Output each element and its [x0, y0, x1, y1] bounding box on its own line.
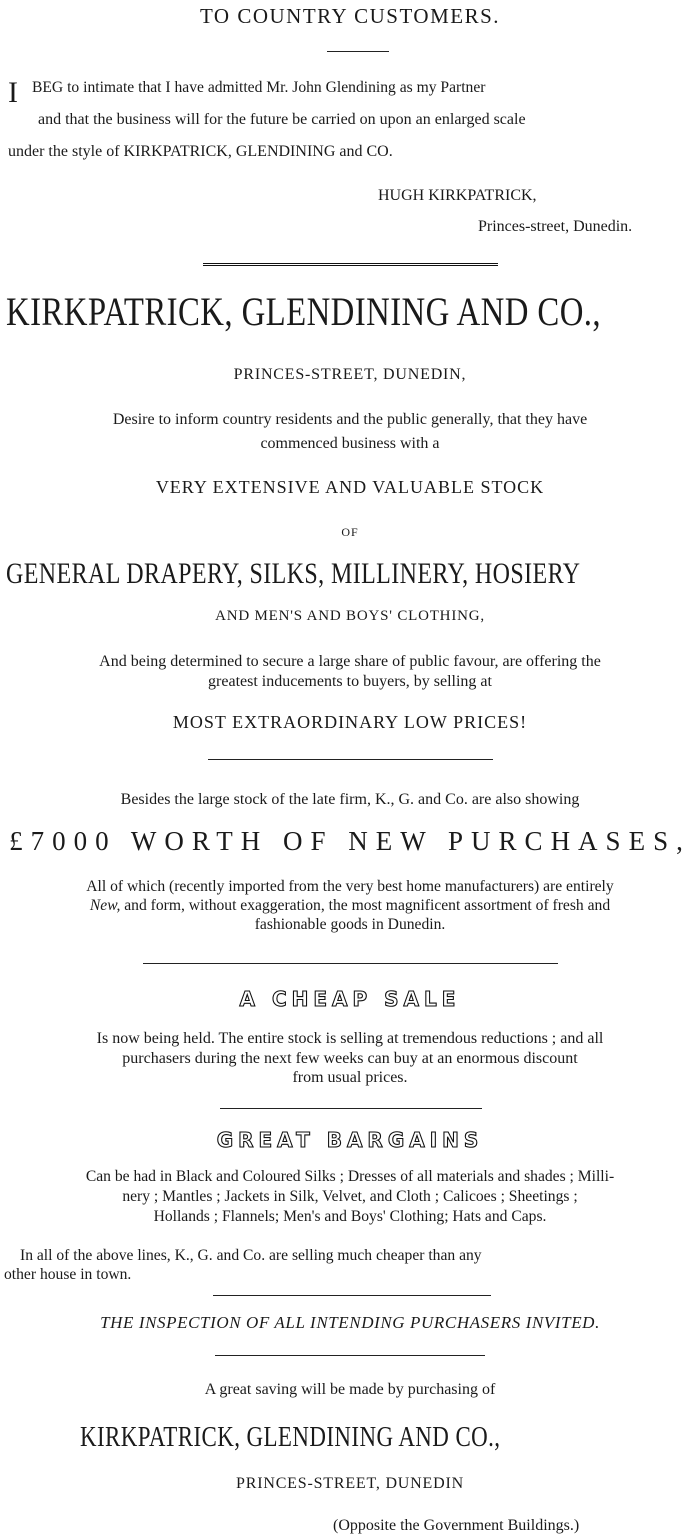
sale-line-1: Is now being held. The entire stock is selling at tremendous reductions ; and all	[96, 1030, 604, 1047]
notice-line-1: BEG to intimate that I have admitted Mr. John Glendining as my Partner	[32, 79, 486, 96]
notice-line-2: and that the business will for the future be carried on upon an enlarged scale	[38, 111, 526, 128]
firm-name: KIRKPATRICK, GLENDINING AND CO.,	[6, 289, 602, 334]
divider	[208, 759, 493, 760]
goods-line: GENERAL DRAPERY, SILKS, MILLINERY, HOSIERY	[6, 557, 581, 590]
double-divider	[203, 263, 498, 269]
sale-line-3: from usual prices.	[292, 1069, 408, 1086]
bargains-line-3: Hollands ; Flannels; Men's and Boys' Clothing; Hats and Caps.	[153, 1208, 547, 1225]
notice-line-3: under the style of KIRKPATRICK, GLENDINING and CO.	[8, 143, 393, 160]
purchases-line-3: fashionable goods in Dunedin.	[254, 916, 446, 933]
bargains-line-1: Can be had in Black and Coloured Silks ; Dresses of all materials and shades ; Milli-	[85, 1168, 615, 1185]
footer-location: (Opposite the Government Buildings.)	[333, 1517, 580, 1534]
divider	[220, 1108, 482, 1109]
sale-line-2: purchasers during the next few weeks can buy at an enormous discount	[122, 1050, 578, 1067]
footer-street: PRINCES-STREET, DUNEDIN	[236, 1475, 464, 1492]
firm-intro-line-2: commenced business with a	[260, 435, 440, 452]
cheap-sale-heading: A CHEAP SALE	[239, 987, 461, 1011]
prices-line: MOST EXTRAORDINARY LOW PRICES!	[172, 712, 528, 732]
bargains-line-2: nery ; Mantles ; Jackets in Silk, Velvet, and Cloth ; Calicoes ; Sheetings ;	[122, 1188, 578, 1205]
purchases-intro: Besides the large stock of the late firm, K., G. and Co. are also showing	[120, 791, 580, 808]
inspection-line: THE INSPECTION OF ALL INTENDING PURCHASERS INVITED.	[100, 1313, 600, 1332]
clothing-line: AND MEN'S AND BOYS' CLOTHING,	[215, 608, 485, 624]
firm-intro-line-1: Desire to inform country residents and the public generally, that they have	[112, 411, 588, 428]
stock-line: VERY EXTENSIVE AND VALUABLE STOCK	[155, 477, 545, 497]
notice-address: Princes-street, Dunedin.	[478, 218, 633, 235]
firm-street: PRINCES-STREET, DUNEDIN,	[233, 366, 467, 383]
divider	[327, 51, 389, 52]
purchases-line-1: All of which (recently imported from the very best home manufacturers) are entirely	[86, 878, 614, 895]
saving-line: A great saving will be made by purchasing of	[204, 1381, 496, 1398]
purchases-line-2	[0, 897, 700, 915]
emphasis-new: New,	[89, 897, 121, 914]
offer-line-1: And being determined to secure a large share of public favour, are offering the	[99, 653, 601, 670]
great-bargains-heading: GREAT BARGAINS	[216, 1128, 484, 1152]
footer-firm-name: KIRKPATRICK, GLENDINING AND CO.,	[80, 1422, 501, 1453]
drop-cap: I	[8, 76, 18, 109]
notice-signatory: HUGH KIRKPATRICK,	[378, 187, 537, 204]
purchases-line-2-rest: and form, without exaggeration, the most magnificent assortment of fresh and	[120, 897, 611, 914]
offer-line-2: greatest inducements to buyers, by selling at	[208, 673, 492, 690]
divider	[215, 1355, 485, 1356]
of-word: OF	[341, 525, 359, 539]
divider	[143, 963, 558, 964]
divider	[213, 1295, 491, 1296]
purchases-headline: £7000 WORTH OF NEW PURCHASES,	[9, 826, 691, 856]
cheaper-line-2: other house in town.	[4, 1266, 132, 1283]
notice-heading: TO COUNTRY CUSTOMERS.	[199, 4, 501, 28]
cheaper-line-1: In all of the above lines, K., G. and Co. are selling much cheaper than any	[20, 1247, 482, 1264]
